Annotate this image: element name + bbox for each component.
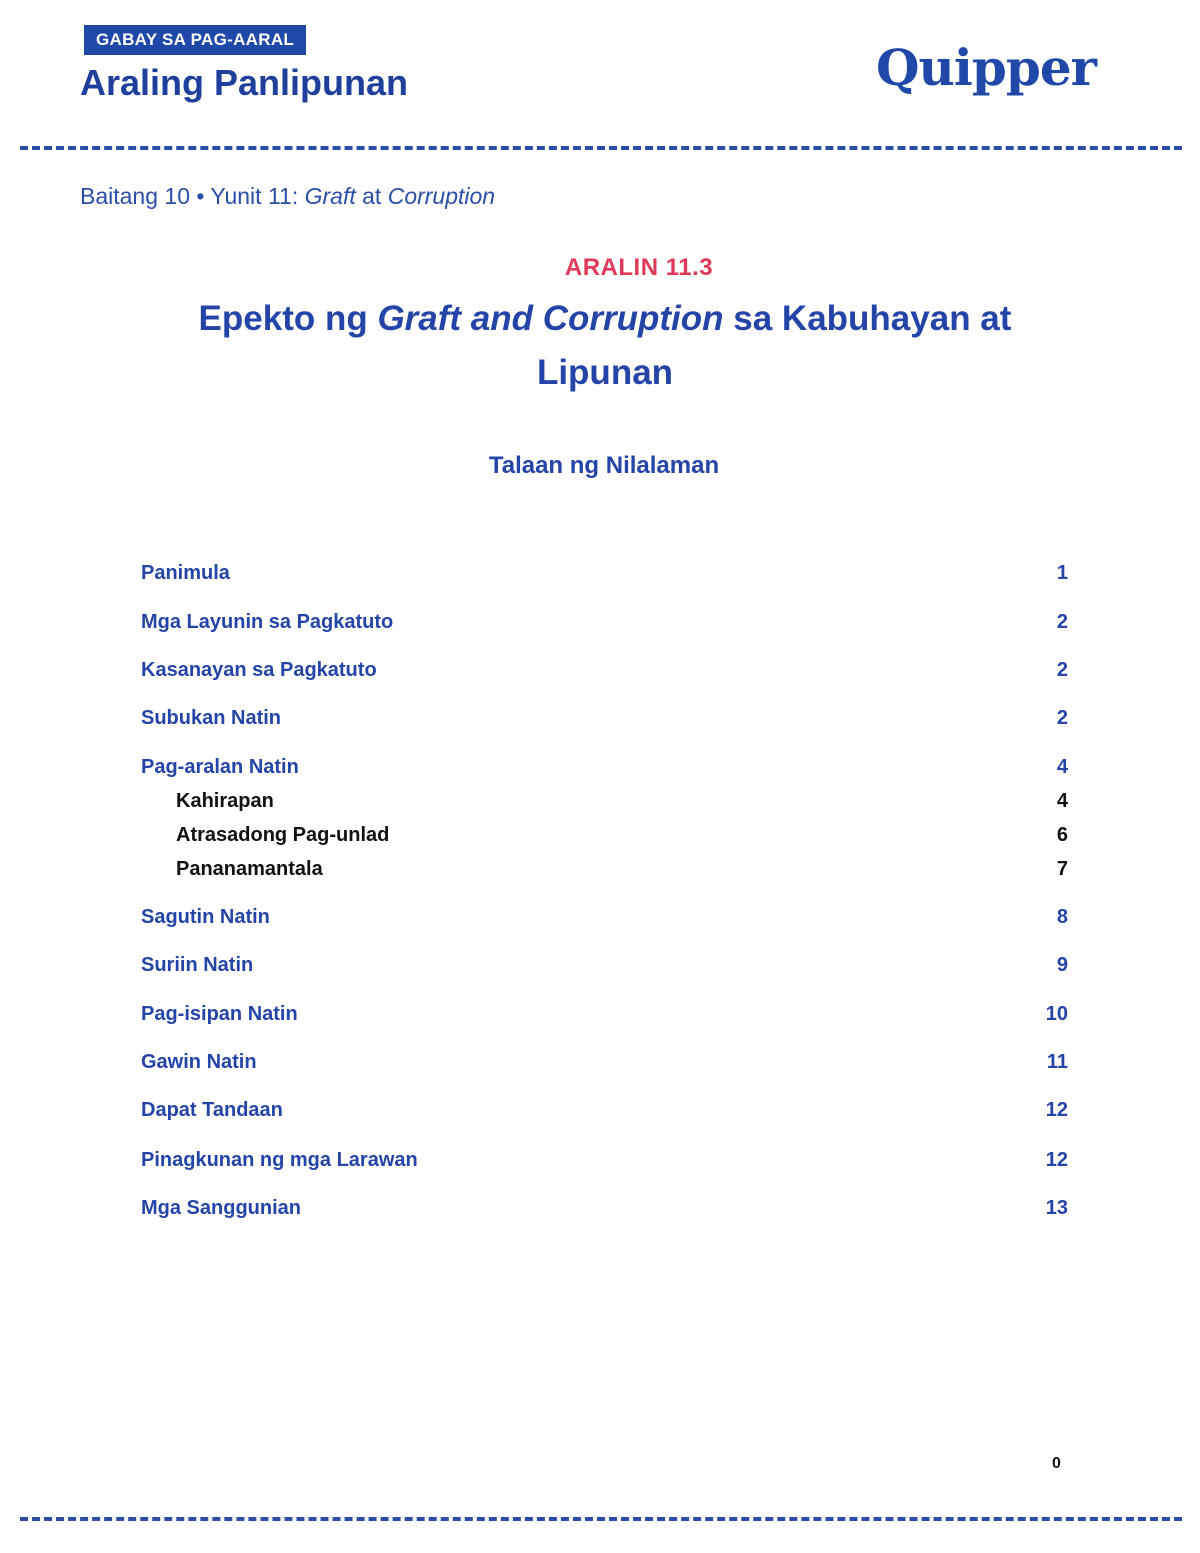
toc-item-page: 12 [1045, 1099, 1068, 1121]
toc-item-page: 2 [1056, 659, 1068, 681]
quipper-logo: Quipper [876, 38, 1096, 97]
page-number: 0 [1052, 1455, 1061, 1472]
toc-item-label: Suriin Natin [141, 954, 254, 976]
toc-item-page: 9 [1056, 954, 1068, 976]
toc-item-label: Pinagkunan ng mga Larawan [141, 1149, 418, 1171]
toc-item-page: 12 [1045, 1149, 1068, 1171]
toc-subitem-label: Kahirapan [176, 790, 274, 812]
unit-mid: at [355, 183, 388, 209]
toc-item-label: Gawin Natin [141, 1051, 257, 1073]
toc-item-page: 4 [1056, 756, 1068, 778]
toc-item-label: Pag-isipan Natin [141, 1003, 298, 1025]
guide-badge: GABAY SA PAG-AARAL [84, 25, 306, 55]
toc-item-label: Mga Layunin sa Pagkatuto [141, 611, 394, 633]
toc-item-label: Subukan Natin [141, 707, 282, 729]
unit-italic-corruption: Corruption [387, 183, 496, 209]
toc-subitem-page: 7 [1056, 858, 1068, 880]
unit-line [80, 183, 495, 210]
toc-item-label: Panimula [141, 562, 230, 584]
toc-item-page: 2 [1056, 707, 1068, 729]
subject-title: Araling Panlipunan [80, 62, 409, 103]
toc-item-page: 1 [1056, 562, 1068, 584]
bottom-divider [20, 1517, 1182, 1521]
toc-item-page: 13 [1045, 1197, 1068, 1219]
toc-item-page: 2 [1056, 611, 1068, 633]
toc-item-page: 8 [1056, 906, 1068, 928]
toc-item-page: 11 [1046, 1051, 1068, 1073]
toc-subitem-page: 6 [1056, 824, 1068, 846]
toc-item-label: Dapat Tandaan [141, 1099, 283, 1121]
unit-italic-graft: Graft [304, 183, 356, 209]
toc-item-label: Sagutin Natin [141, 906, 270, 928]
toc-item-page: 10 [1045, 1003, 1068, 1025]
toc-item-label: Pag-aralan Natin [141, 756, 299, 778]
toc-heading: Talaan ng Nilalaman [488, 452, 720, 479]
top-divider [20, 146, 1182, 150]
lesson-number: ARALIN 11.3 [564, 254, 714, 281]
unit-prefix: Baitang 10 • Yunit 11: [80, 183, 305, 209]
toc-item-label: Kasanayan sa Pagkatuto [141, 659, 377, 681]
toc-item-label: Mga Sanggunian [141, 1197, 301, 1219]
toc-subitem-label: Pananamantala [176, 858, 323, 880]
lesson-title-pre: Epekto ng [198, 299, 378, 338]
toc-subitem-page: 4 [1056, 790, 1068, 812]
lesson-title-italic: Graft and Corruption [377, 299, 724, 338]
toc-subitem-label: Atrasadong Pag-unlad [176, 824, 390, 846]
lesson-title [180, 292, 1030, 400]
lesson-title-post: sa Kabuhayan at Lipunan [536, 299, 1012, 392]
